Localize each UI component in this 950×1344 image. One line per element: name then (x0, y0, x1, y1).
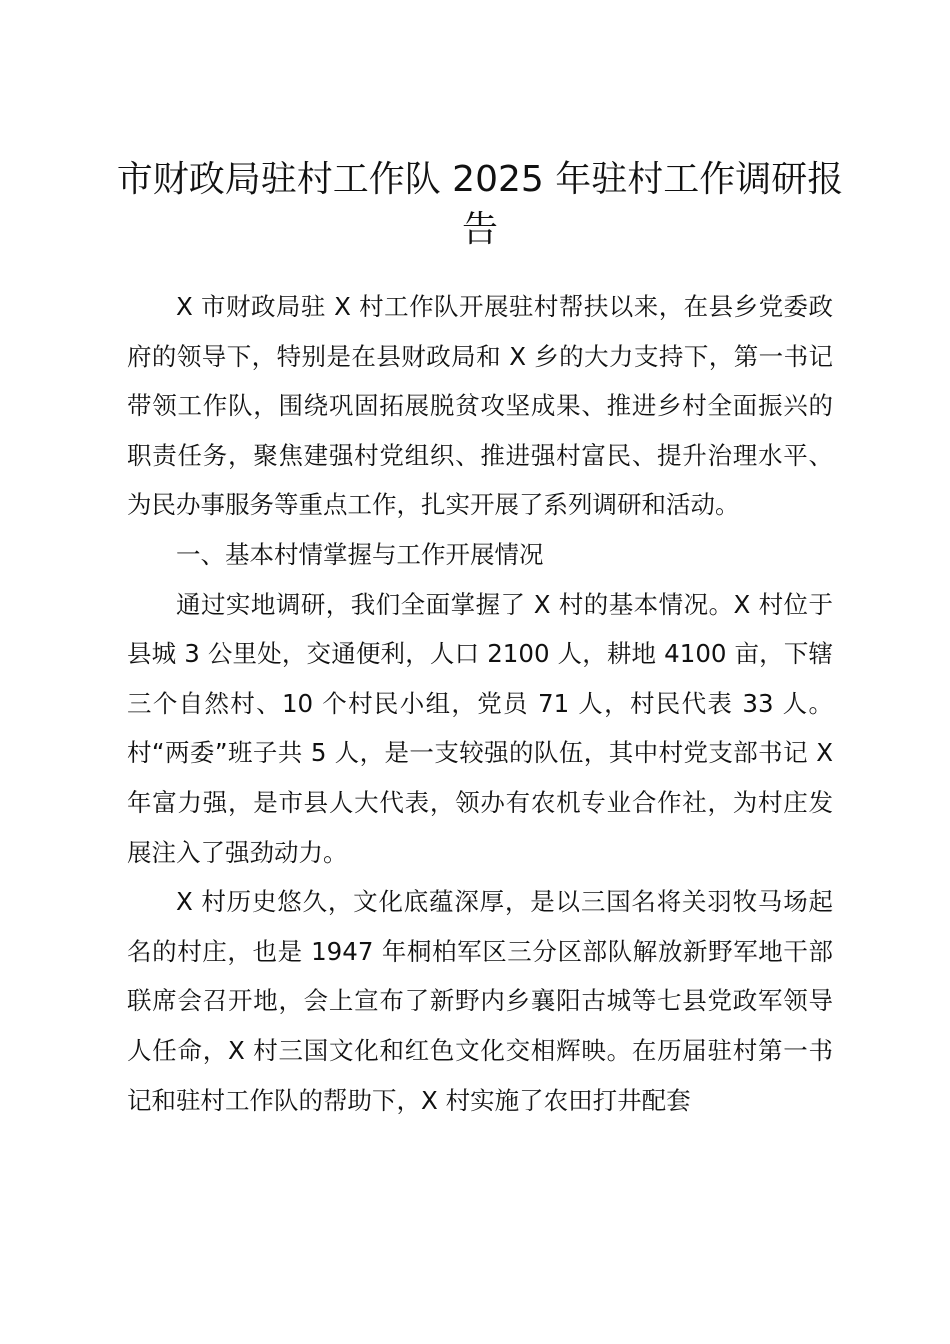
document-title: 市财政局驻村工作队 2025 年驻村工作调研报告 (116, 159, 844, 250)
intro-paragraph: X 市财政局驻 X 村工作队开展驻村帮扶以来，在县乡党委政府的领导下，特别是在县财政局和 X 乡的大力支持下，第一书记带领工作队，围绕巩固拓展脱贫攻坚成果、推进乡村全面振兴的职责任务，聚焦建强村党组织、推进强村富民、提升治理水平、为民办事服务等重点工作，扎实开展了系列调研和活动。 (127, 292, 833, 520)
village-overview-paragraph: 通过实地调研，我们全面掌握了 X 村的基本情况。X 村位于县城 3 公里处，交通便利，人口 2100 人，耕地 4100 亩，下辖三个自然村、10 个村民小组，党员 71 人，村民代表 33 人。村“两委”班子共 5 人，是一支较强的队伍，其中村党支部书记 X 年富力强，是市县人大代表，领办有农机专业合作社，为村庄发展注入了强劲动力。 (127, 589, 833, 867)
document-body (127, 282, 833, 1125)
village-history-paragraph: X 村历史悠久，文化底蕴深厚，是以三国名将关羽牧马场起名的村庄，也是 1947 年桐柏军区三分区部队解放新野军地干部联席会召开地，会上宣布了新野内乡襄阳古城等七县党政军领导人任命，X 村三国文化和红色文化交相辉映。在历届驻村第一书记和驻村工作队的帮助下，X 村实施了农田打井配套 (127, 887, 833, 1115)
section-heading: 一、基本村情掌握与工作开展情况 (176, 539, 544, 569)
